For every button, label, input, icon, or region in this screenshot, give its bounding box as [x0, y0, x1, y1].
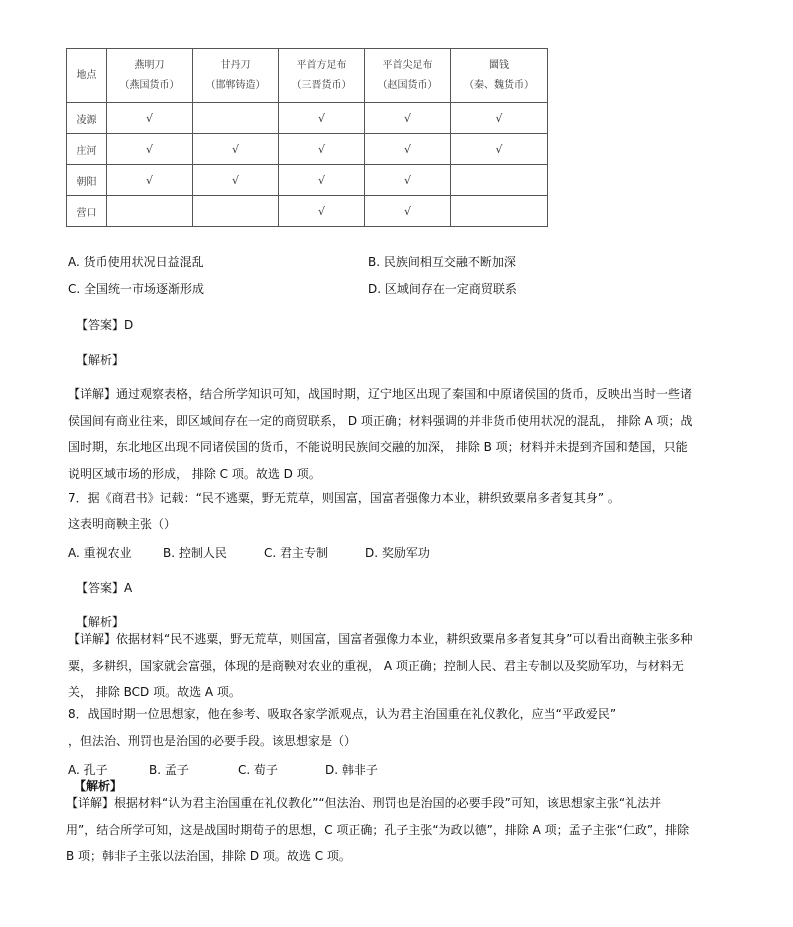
check-cell: √ — [365, 103, 451, 134]
header-cell-location: 地点 — [67, 49, 107, 103]
q8-stem-line-1: 8．战国时期一位思想家，他在参考、吸取各家学派观点，认为君主治国重在礼仪教化，应当“平政爱民” — [68, 707, 617, 721]
table-row — [67, 103, 548, 134]
place-cell: 营口 — [67, 196, 107, 227]
q6-option-b: B. 民族间相互交融不断加深 — [368, 255, 516, 269]
q6-option-c: C. 全国统一市场逐渐形成 — [68, 282, 205, 296]
header-cell-square-foot-bu: 平首方足布 （三晋货币） — [279, 49, 365, 103]
check-cell — [451, 196, 548, 227]
q7-option-c: C. 君主专制 — [264, 546, 329, 560]
check-cell: √ — [451, 103, 548, 134]
check-cell: √ — [279, 196, 365, 227]
check-cell — [451, 165, 548, 196]
check-cell: √ — [107, 134, 193, 165]
check-cell: √ — [107, 103, 193, 134]
q8-stem-line-2: ，但法治、刑罚也是治国的必要手段。该思想家是（） — [68, 734, 357, 748]
q8-option-a: A. 孔子 — [68, 763, 108, 777]
check-cell: √ — [365, 165, 451, 196]
table-header-row — [67, 49, 548, 103]
table-row — [67, 165, 548, 196]
table-row — [67, 134, 548, 165]
header-cell-yan-ming-dao: 燕明刀 （燕国货币） — [107, 49, 193, 103]
table-row — [67, 196, 548, 227]
q7-answer: 【答案】A — [76, 581, 133, 595]
place-cell: 庄河 — [67, 134, 107, 165]
check-cell — [193, 196, 279, 227]
check-cell: √ — [279, 165, 365, 196]
q6-option-d: D. 区域间存在一定商贸联系 — [368, 282, 517, 296]
q8-option-d: D. 韩非子 — [325, 763, 378, 777]
check-cell: √ — [193, 165, 279, 196]
check-cell: √ — [365, 134, 451, 165]
check-cell: √ — [279, 134, 365, 165]
q6-answer: 【答案】D — [76, 318, 134, 332]
q7-stem-line-2: 这表明商鞅主张（） — [68, 517, 177, 531]
header-cell-pointed-foot-bu: 平首尖足布 （赵国货币） — [365, 49, 451, 103]
check-cell: √ — [107, 165, 193, 196]
header-cell-round-coin: 圜钱 （秦、魏货币） — [451, 49, 548, 103]
q8-analysis-label: 【解析】 — [74, 779, 123, 793]
check-cell: √ — [193, 134, 279, 165]
q8-option-c: C. 荀子 — [238, 763, 279, 777]
q7-detail: 【详解】依据材料“民不逃粟，野无荒草，则国富，国富者强像力本业，耕织致粟帛多者复其身”可以看出商鞅主张多种粟，多耕织，国家就会富强，体现的是商鞅对农业的重视， A 项正确；控制人民、君主专制以及奖励军功，与材料无关， 排除 BCD 项。故选 A 项。 — [68, 632, 693, 699]
header-cell-gan-dan-dao: 甘丹刀 （邯郸铸造） — [193, 49, 279, 103]
q7-option-a: A. 重视农业 — [68, 546, 132, 560]
check-cell — [193, 103, 279, 134]
q7-analysis-label: 【解析】 — [76, 615, 125, 629]
q8-detail: 【详解】根据材料“认为君主治国重在礼仪教化”“但法治、刑罚也是治国的必要手段”可知，该思想家主张“礼法并用”，结合所学可知，这是战国时期荀子的思想，C 项正确；孔子主张“为政以德”，排除 A 项；孟子主张“仁政”，排除 B 项；韩非子主张以法治国，排除 D 项。故选 C 项。 — [66, 796, 690, 863]
check-cell — [107, 196, 193, 227]
check-cell: √ — [279, 103, 365, 134]
q7-stem-line-1: 7．据《商君书》记载：“民不逃粟，野无荒草，则国富，国富者强像力本业，耕织致粟帛多者复其身” 。 — [68, 491, 620, 505]
check-cell: √ — [451, 134, 548, 165]
place-cell: 凌源 — [67, 103, 107, 134]
q8-option-b: B. 孟子 — [149, 763, 189, 777]
coin-distribution-table — [66, 48, 548, 227]
q6-detail: 【详解】通过观察表格，结合所学知识可知，战国时期，辽宁地区出现了秦国和中原诸侯国的货币，反映出当时一些诸侯国间有商业往来，即区域间存在一定的商贸联系， D 项正确；材料强调的并非货币使用状况的混乱， 排除 A 项；战国时期，东北地区出现不同诸侯国的货币，不能说明民族间交融的加深， 排除 B 项；材料并未提到齐国和楚国，只能说明区域市场的形成， 排除 C 项。故选 D 项。 — [68, 387, 693, 481]
check-cell: √ — [365, 196, 451, 227]
place-cell: 朝阳 — [67, 165, 107, 196]
q6-analysis-label: 【解析】 — [76, 353, 125, 367]
q7-option-b: B. 控制人民 — [163, 546, 227, 560]
q7-option-d: D. 奖励军功 — [365, 546, 430, 560]
q6-option-a: A. 货币使用状况日益混乱 — [68, 255, 204, 269]
